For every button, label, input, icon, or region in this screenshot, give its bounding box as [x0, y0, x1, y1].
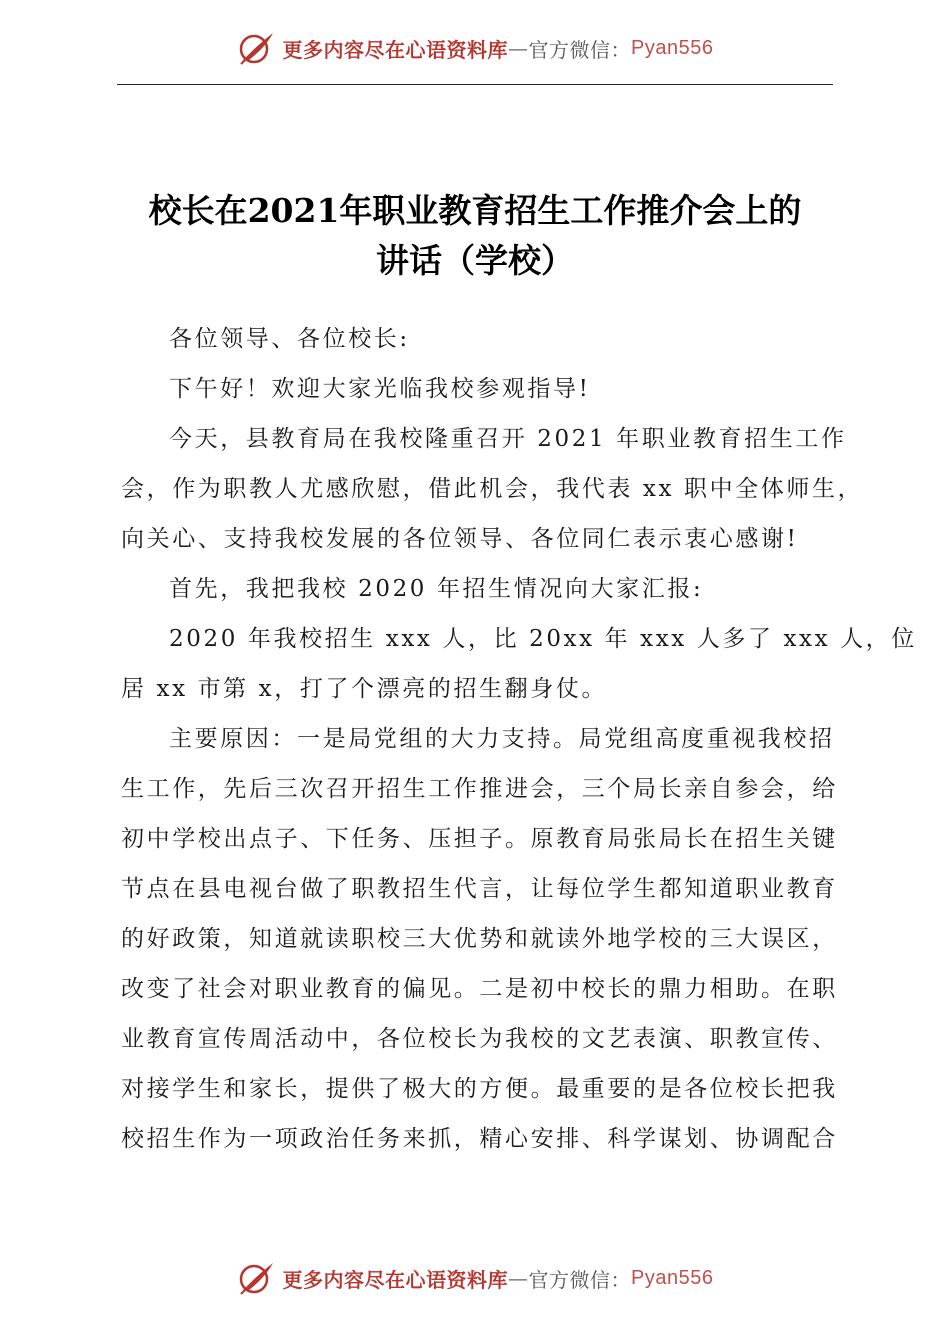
footer-wechat-label: 官方微信：: [528, 1267, 632, 1292]
body-line: 校招生作为一项政治任务来抓，精心安排、科学谋划、协调配合: [121, 1126, 838, 1152]
body-line: 2020 年我校招生 xxx 人，比 20xx 年 xxx 人多了 xxx 人，位: [169, 626, 917, 652]
header-dash: —: [508, 36, 529, 60]
body-line: 下午好！欢迎大家光临我校参观指导!: [169, 376, 591, 402]
footer-dash: —: [508, 1266, 529, 1290]
document-body: [121, 314, 917, 1164]
body-line: 对接学生和家长，提供了极大的方便。最重要的是各位校长把我: [121, 1076, 838, 1102]
header-divider: [117, 84, 833, 85]
body-line: 主要原因：一是局党组的大力支持。局党组高度重视我校招: [169, 726, 835, 752]
header-watermark: [0, 28, 950, 68]
header-wechat-id: Pyan556: [631, 36, 714, 59]
body-line: 向关心、支持我校发展的各位领导、各位同仁表示衷心感谢!: [121, 526, 799, 552]
body-line: 的好政策，知道就读职校三大优势和就读外地学校的三大误区，: [121, 926, 838, 952]
footer-brand: 更多内容尽在心语资料库: [282, 1267, 509, 1292]
quill-logo-icon: [237, 30, 277, 66]
header-brand: 更多内容尽在心语资料库: [282, 37, 509, 62]
title-line-1: 校长在2021年职业教育招生工作推介会上的: [148, 191, 802, 230]
footer-watermark: [0, 1258, 950, 1298]
document-title: [117, 186, 833, 286]
body-line: 会，作为职教人尤感欣慰，借此机会，我代表 xx 职中全体师生，: [121, 476, 864, 502]
body-line: 业教育宣传周活动中，各位校长为我校的文艺表演、职教宣传、: [121, 1026, 838, 1052]
body-line: 改变了社会对职业教育的偏见。二是初中校长的鼎力相助。在职: [121, 976, 838, 1002]
footer-wechat-id: Pyan556: [631, 1266, 714, 1289]
body-line: 生工作，先后三次召开招生工作推进会，三个局长亲自参会，给: [121, 776, 838, 802]
body-line: 各位领导、各位校长:: [169, 326, 410, 352]
body-line: 初中学校出点子、下任务、压担子。原教育局张局长在招生关键: [121, 826, 838, 852]
quill-logo-icon: [237, 1260, 277, 1296]
title-line-2: 讲话（学校）: [376, 241, 574, 280]
body-line: 居 xx 市第 x，打了个漂亮的招生翻身仗。: [121, 676, 608, 702]
body-line: 首先，我把我校 2020 年招生情况向大家汇报:: [169, 576, 704, 602]
body-line: 节点在县电视台做了职教招生代言，让每位学生都知道职业教育: [121, 876, 838, 902]
header-wechat-label: 官方微信：: [528, 37, 632, 62]
body-line: 今天，县教育局在我校隆重召开 2021 年职业教育招生工作: [169, 426, 847, 452]
